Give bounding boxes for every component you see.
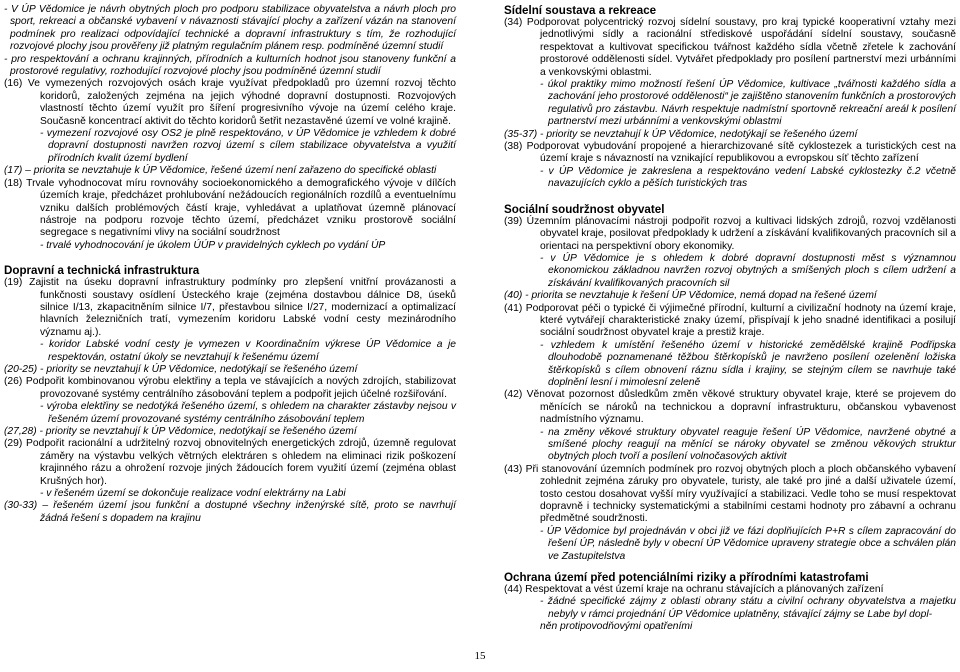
paragraph: (29) Podpořit racionální a udržitelný rozvoj obnovitelných energetických zdrojů, územně regulovat záměry na výstavbu velkých větrných elektráren s ohledem na eliminaci rizik poškození krajinného rázu a ohrožení rozvoje jiných žádoucích forem využití území (zejména oblast Krušných hor). bbox=[4, 438, 456, 487]
paragraph: - pro respektování a ochranu krajinných, přírodních a kulturních hodnot jsou stanoveny funkční a prostorové regulativy, rozhodující rozvojové plochy jsou podmíněné územní studií bbox=[4, 53, 456, 78]
paragraph: - V ÚP Vědomice je návrh obytných ploch pro podporu stabilizace obyvatelstva a návrh ploch pro sport, rekreaci a občanské vybavení v návaznosti stávající plochy a zařízení vázán na stanovení podmínek pro realizaci odpovídající technické a dopravní infrastruktury s tím, že rozhodující rozvojové plochy jsou prověřeny již platným regulačním plánem resp. podmíněné územní studií bbox=[4, 4, 456, 53]
paragraph: (34) Podporovat polycentrický rozvoj sídelní soustavy, pro kraj typické kooperativní vztahy mezi jednotlivými sídly a racionální střediskové uspořádání sídelní soustavy, současně respektovat a kultivovat specifickou tvářnost každého sídla včetně zřetele k zachování prostorové oddělenosti sídel. Vytvářet předpoklady pro posílení partnerství mezi urbánními a venkovskými oblastmi. bbox=[504, 17, 956, 78]
right-column bbox=[504, 4, 956, 634]
paragraph: (20-25) - priority se nevztahují k ÚP Vědomice, nedotýkají se řešeného území bbox=[4, 363, 358, 375]
paragraph: - v ÚP Vědomice je zakreslena a respektováno vedení Labské cyklostezky č.2 včetně navazujících cyklo a pěších turistických tras bbox=[540, 165, 956, 190]
paragraph: - ÚP Vědomice byl projednáván v obci již ve fázi doplňujících P+R s cílem zapracování do řešení ÚP, následně byly v obecní ÚP Vědomice upraveny strategie obce a schválen plán ve Zastupitelstva bbox=[540, 525, 956, 562]
paragraph: (26) Podpořit kombinovanou výrobu elektřiny a tepla ve stávajících a nových zdrojích, stabilizovat provozované systémy centrálního zásobování teplem a podpořit jejich účelné rozšiřování. bbox=[4, 376, 456, 400]
section-heading: Sídelní soustava a rekreace bbox=[504, 4, 657, 17]
paragraph: - výroba elektřiny se nedotýká řešeného území, s ohledem na charakter zástavby nejsou v řešeném území provozované systémy centrálního zásobování teplem bbox=[40, 401, 456, 425]
paragraph: - koridor Labské vodní cesty je vymezen v Koordinačním výkrese ÚP Vědomice a je respektován, ostatní úkoly se nevztahují k řešenému území bbox=[40, 339, 456, 363]
paragraph: (38) Podporovat vybudování propojené a hierarchizované sítě cyklostezek a turistických cest na území kraje s návazností na vznikající republikovou a evropskou síť těchto zařízení bbox=[504, 141, 956, 165]
paragraph: - v řešeném území se dokončuje realizace vodní elektrárny na Labi bbox=[40, 488, 346, 500]
paragraph: - vzhledem k umístění řešeného území v historické zemědělské krajině Podřipska dlouhodobě poznamenané těžbou štěrkopísků je navrženo posílení ozelenění ložiska štěrkopísků s cílem obnovení ráznu sídla i krajiny, se stejným cílem se navrhuje také doplnění lesní i mimolesní zeleně bbox=[540, 339, 956, 388]
paragraph: - trvalé vyhodnocování je úkolem ÚÚP v pravidelných cyklech po vydání ÚP bbox=[40, 239, 386, 251]
paragraph: (42) Věnovat pozornost důsledkům změn věkové struktury obyvatel kraje, které se projevem do měnících se nároků na technickou a dopravní infrastrukturu, občanskou vybavenost nadmístního významu. bbox=[504, 389, 956, 426]
section-heading: Sociální soudržnost obyvatel bbox=[504, 202, 665, 216]
paragraph: (27,28) - priority se nevztahují k ÚP Vědomice, nedotýkají se řešeného území bbox=[4, 426, 357, 437]
section-heading: Dopravní a technická infrastruktura bbox=[4, 264, 200, 278]
left-column bbox=[4, 4, 456, 525]
paragraph: (41) Podporovat péči o typické či výjimečné přírodní, kulturní a civilizační hodnoty na území kraje, které vytvářejí charakteristické znaky území, přispívají k jeho snadné identifikaci a posilují sociální soudržnost obyvatel kraje a prestiž kraje. bbox=[504, 302, 956, 339]
paragraph: (43) Při stanovování územních podmínek pro rozvoj obytných ploch a ploch občanského vybavení zohlednit zejména záruky pro obyvatele, turisty, ale také pro jiné a další uživatele území, tosto cestou dosahovat vyšší míry využívající a stabilizaci. Vedle toho se musí respektovat dopravně i technicky systematickými a stabilními cestami hodnoty pro zábavní a ochranu předmětné soudržnosti. bbox=[504, 463, 956, 525]
paragraph: (18) Trvale vyhodnocovat míru rovnováhy socioekonomického a demografického vývoje v dílčích územích kraje, předcházet prohlubování nežádoucích regionálních rozdílů a eventuelnímu vzniku dalších problémových částí kraje, vyhledávat a uplatňovat územně plánovací nástroje na podporu rozvoje těchto území, předcházet vzniku prostorově sociální segregace s negativními vlivy na sociální soudržnost bbox=[4, 177, 456, 239]
page-number: 15 bbox=[474, 650, 486, 662]
paragraph: - úkol praktiky mimo možností řešení ÚP Vědomice, kultivace „tvářnosti každého sídla a zachování jeho prostorové oddělenosti“ je zajištěno stanovením funkčních a prostorových regulativů pro zástavbu. Návrh respektuje nadmístní sportovně rekreační areál k posílení partnerství mezi urbánními a venkovskými oblastmi bbox=[540, 79, 956, 128]
paragraph: (17) – priorita se nevztahuje k ÚP Vědomice, řešené území není zařazeno do specifické oblasti bbox=[4, 165, 437, 177]
paragraph: (44) Respektovat a vést území kraje na ochranu stávajících a plánovaných zařízení bbox=[504, 584, 884, 596]
paragraph: (16) Ve vymezených rozvojových osách kraje využívat předpokladů pro územní rozvoj těchto koridorů, založených zejména na jejich výhodné dopravní dostupnosti. Rozvojových vlastností těchto území využít pro šíření progresivního vývoje na území celého kraje. Současně koncentrací aktivit do těchto koridorů šetřit nezastavěné území ve volné krajině. bbox=[4, 78, 456, 127]
paragraph: - vymezení rozvojové osy OS2 je plně respektováno, v ÚP Vědomice je vzhledem k dobré dopravní dostupnosti navržen rozvoj území s cílem stabilizace obyvatelstva a využití přírodních kvalit území bydlení bbox=[40, 128, 456, 164]
paragraph: - v ÚP Vědomice je s ohledem k dobré dopravní dostupnosti měst s významnou ekonomickou základnou navržen rozvoj obytných a smíšených ploch s cílem udržení a získávání kvalifikovaných pracovních sil bbox=[540, 252, 956, 289]
paragraph: (40) - priorita se nevztahuje k řešení ÚP Vědomice, nemá dopad na řešené území bbox=[504, 290, 877, 302]
section-heading: Ochrana území před potenciálními riziky a přírodními katastrofami bbox=[504, 571, 869, 585]
paragraph: - na změny věkové struktury obyvatel reaguje řešení ÚP Vědomice, navržené obytné a smíšené plochy reagují na měnící se nároky obyvatel se změnou věkových struktur obytných ploch tvoří a posílení volnočasových aktivit bbox=[540, 426, 956, 463]
paragraph: (39) Územním plánovacími nástroji podpořit rozvoj a kultivaci lidských zdrojů, rozvoj vzdělanosti obyvatel kraje, posilovat předpoklady k udržení a získávání kvalifikovaných pracovních sil a orientaci na perspektivní obory ekonomiky. bbox=[504, 215, 956, 252]
paragraph: - žádné specifické zájmy z oblasti obrany státu a civilní ochrany obyvatelstva a majetku nebyly v rámci projednání ÚP Vědomice uplatněny, stávající zájmy se Labe byl dopl- bbox=[540, 596, 956, 620]
paragraph: něn protipovodňovými opatřeními bbox=[540, 621, 693, 633]
paragraph: (35-37) - priority se nevztahují k ÚP Vědomice, nedotýkají se řešeného území bbox=[504, 128, 858, 140]
paragraph: (19) Zajistit na úseku dopravní infrastruktury podmínky pro zlepšení vnitřní provázanosti a funkčnosti soustavy osídlení Ústeckého kraje (zejména dostavbou dálnice D8, úseků silnice I/13, zkapacitněním silnice I/7, přestavbou silnice I/27, modernizací a optimalizací hlavních železničních tratí, vymezením koridoru Labské vodní cesty mezinárodního významu aj.). bbox=[4, 277, 456, 338]
paragraph: (30-33) – řešeném území jsou funkční a dostupné všechny inženýrské sítě, proto se navrhují žádná řešení s dopadem na krajinu bbox=[4, 500, 456, 524]
